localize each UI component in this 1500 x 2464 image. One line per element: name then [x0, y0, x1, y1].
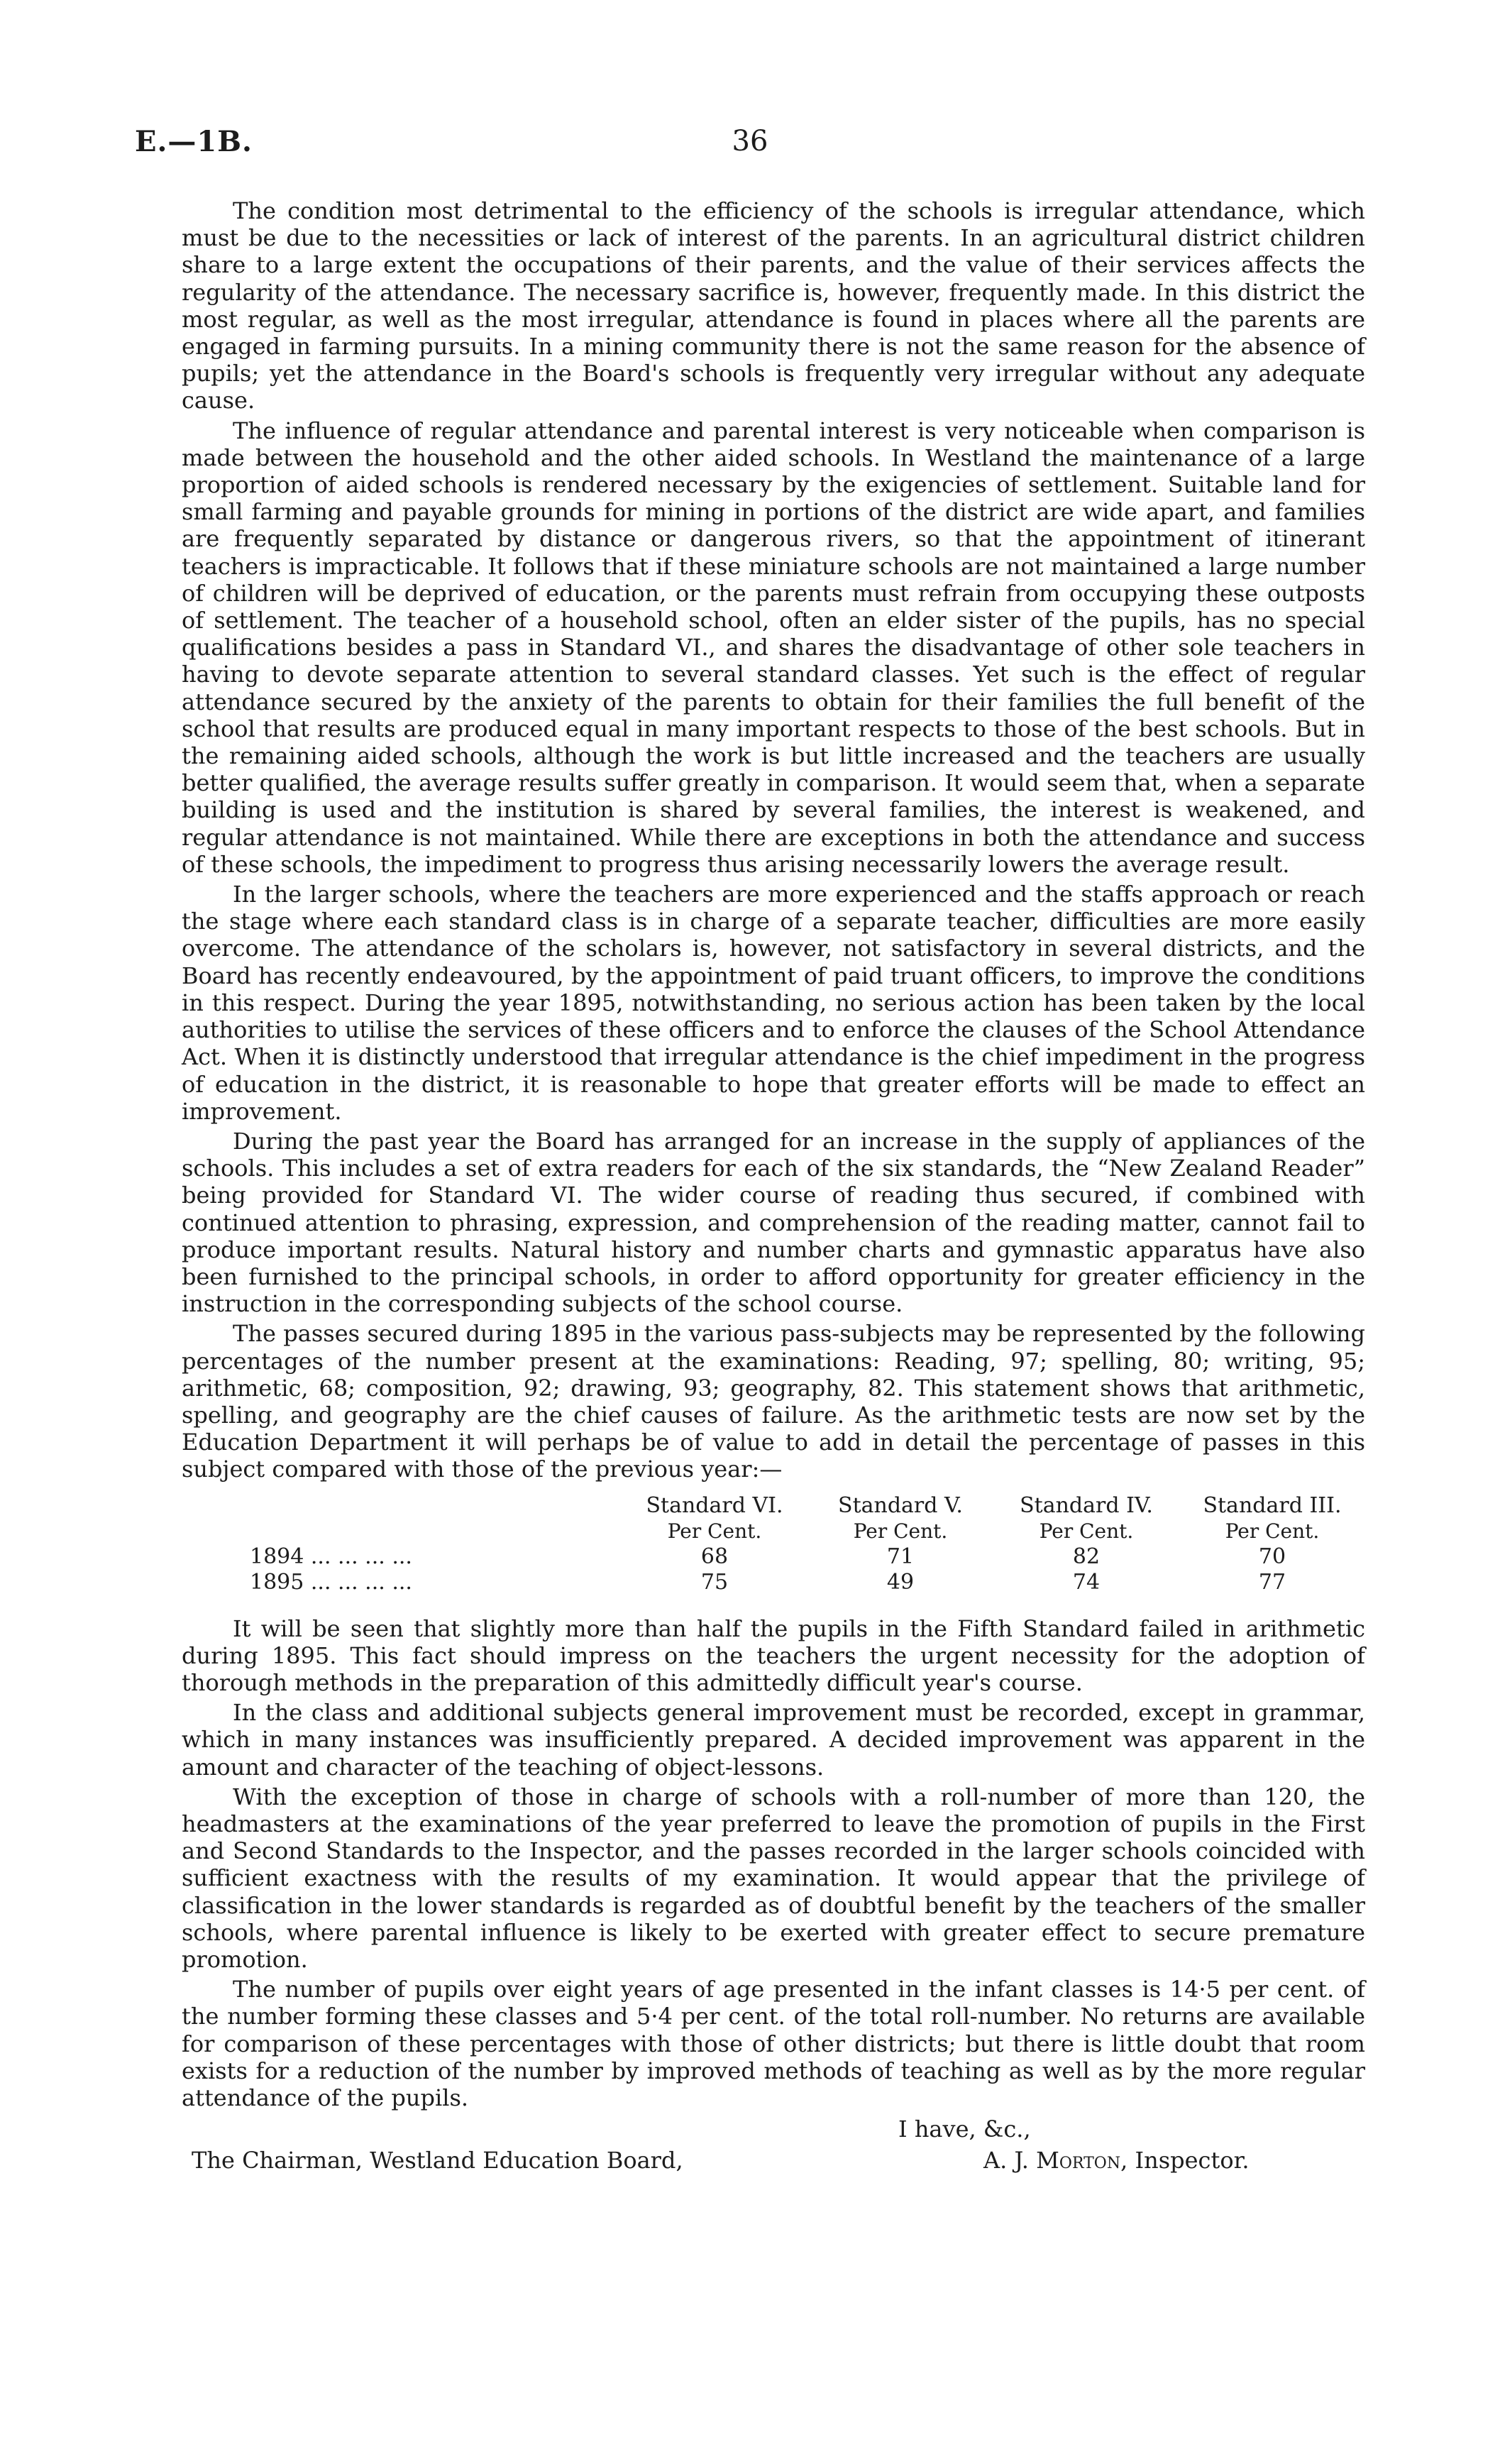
letter-closing: [182, 2116, 1365, 2201]
table-cell: 49: [886, 1569, 915, 1595]
signer-title: , Inspector.: [1120, 2147, 1250, 2174]
table-header-row: [182, 1493, 1365, 1544]
table-row: [182, 1544, 1365, 1570]
table-cell: 82: [1072, 1544, 1101, 1569]
table-row: [182, 1570, 1365, 1595]
paragraph-household-schools: The influence of regular attendance and parental interest is very noticeable when comparison is made between the household and the other aided schools. In Westland the maintenance of a large proportion of aided schools is rendered necessary by the exigencies of settlement. Suitable land for small farming and payable grounds for mining in portions of the district are wide apart, and families are frequently separated by distance or dangerous rivers, so that the appointment of itinerant teachers is impracticable. It follows that if these miniature schools are not maintained a large number of children will be deprived of education, or the parents must refrain from occupying these outposts of settlement. The teacher of a household school, often an elder sister of the pupils, has no special qualifications besides a pass in Standard VI., and shares the disadvantage of other sole teachers in having to devote separate attention to several standard classes. Yet such is the effect of regular attendance secured by the anxiety of the parents to obtain for their families the full benefit of the school that results are produced equal in many important respects to those of the best schools. But in the remaining aided schools, although the work is but little increased and the teachers are usually better qualified, the average results suffer greatly in comparison. It would seem that, when a separate building is used and the institution is shared by several families, the interest is weakened, and regular attendance is not maintained. While there are exceptions in both the attendance and success of these schools, the impediment to progress thus arising necessarily lowers the average result.: [182, 417, 1365, 878]
signer-initials: A. J.: [983, 2147, 1029, 2174]
addressee: The Chairman, Westland Education Board,: [192, 2147, 683, 2174]
column-unit: Per Cent.: [667, 1519, 762, 1543]
row-year: 1895 ... ... ... ...: [250, 1569, 412, 1595]
column-title: Standard III.: [1203, 1492, 1342, 1518]
table-corner: [182, 1493, 622, 1544]
table-cell: 77: [1258, 1569, 1286, 1595]
column-unit: Per Cent.: [853, 1519, 948, 1543]
signature: [983, 2147, 1250, 2174]
column-header: [1179, 1493, 1365, 1544]
paragraph-promotion: With the exception of those in charge of schools with a roll-number of more than 120, the headmasters at the examinations of the year preferred to leave the promotion of pupils in the First and Second Standards to the Inspector, and the passes recorded in the larger schools coincided with sufficient exactness with the results of my examination. It would appear that the privilege of classification in the lower standards is regarded as of doubtful benefit by the teachers of the smaller schools, where parental influence is likely to be exerted with greater effect to secure premature promotion.: [182, 1783, 1365, 1973]
paragraph-class-subjects: In the class and additional subjects general improvement must be recorded, except in grammar, which in many instances was insufficiently prepared. A decided improvement was apparent in the amount and character of the teaching of object-lessons.: [182, 1699, 1365, 1781]
paragraph-fifth-standard: It will be seen that slightly more than half the pupils in the Fifth Standard failed in arithmetic during 1895. This fact should impress on the teachers the urgent necessity for the adoption of thorough methods in the preparation of this admittedly difficult year's course.: [182, 1615, 1365, 1696]
column-title: Standard VI.: [646, 1492, 783, 1518]
table-cell: 75: [700, 1569, 729, 1595]
paragraph-appliances: During the past year the Board has arranged for an increase in the supply of appliances of the schools. This includes a set of extra readers for each of the six standards, the “New Zealand Reader” being provided for Standard VI. The wider course of reading thus secured, if combined with continued attention to phrasing, expression, and comprehension of the reading matter, cannot fail to produce important results. Natural history and number charts and gymnastic apparatus have also been furnished to the principal schools, in order to afford opportunity for greater efficiency in the instruction in the corresponding subjects of the school course.: [182, 1127, 1365, 1318]
paragraph-larger-schools: In the larger schools, where the teachers are more experienced and the staffs approach or reach the stage where each standard class is in charge of a separate teacher, difficulties are more easily overcome. The attendance of the scholars is, however, not satisfactory in several districts, and the Board has recently endeavoured, by the appointment of paid truant officers, to improve the conditions in this respect. During the year 1895, notwithstanding, no serious action has been taken by the local authorities to utilise the services of these officers and to enforce the clauses of the School Attendance Act. When it is distinctly understood that irregular attendance is the chief impediment in the progress of education in the district, it is reasonable to hope that greater efforts will be made to effect an improvement.: [182, 881, 1365, 1125]
table-cell: 74: [1072, 1569, 1101, 1595]
table-cell: 71: [886, 1544, 915, 1569]
signer-surname: Morton: [1036, 2147, 1121, 2174]
column-title: Standard IV.: [1020, 1492, 1153, 1518]
column-header: [807, 1493, 993, 1544]
table-cell: 68: [700, 1544, 729, 1569]
row-year: 1894 ... ... ... ...: [250, 1544, 412, 1569]
paragraph-infant-classes: The number of pupils over eight years of age presented in the infant classes is 14·5 per cent. of the number forming these classes and 5·4 per cent. of the total roll-number. No returns are available for comparison of these percentages with those of other districts; but there is little doubt that room exists for a reduction of the number by improved methods of teaching as well as by the more regular attendance of the pupils.: [182, 1976, 1365, 2111]
paragraph-pass-percentages: The passes secured during 1895 in the various pass-subjects may be represented by the following percentages of the number present at the examinations: Reading, 97; spelling, 80; writing, 95; arithmetic, 68; composition, 92; drawing, 93; geography, 82. This statement shows that arithmetic, spelling, and geography are the chief causes of failure. As the arithmetic tests are now set by the Education Department it will perhaps be of value to add in detail the percentage of passes in this subject compared with those of the previous year:—: [182, 1320, 1365, 1483]
page-header: [135, 125, 1365, 167]
column-title: Standard V.: [838, 1492, 963, 1518]
column-unit: Per Cent.: [1039, 1519, 1134, 1543]
salutation: I have, &c.,: [898, 2116, 1031, 2143]
page-number: 36: [732, 125, 768, 158]
series-code: E.—1B.: [135, 125, 253, 158]
column-header: [622, 1493, 807, 1544]
report-body: [182, 197, 1365, 2201]
table-cell: 70: [1258, 1544, 1286, 1569]
arithmetic-passes-table: [182, 1493, 1365, 1595]
paragraph-irregular-attendance: The condition most detrimental to the efficiency of the schools is irregular attendance, which must be due to the necessities or lack of interest of the parents. In an agricultural district children share to a large extent the occupations of their parents, and the value of their services affects the regularity of the attendance. The necessary sacrifice is, however, frequently made. In this district the most regular, as well as the most irregular, attendance is found in places where all the parents are engaged in farming pursuits. In a mining community there is not the same reason for the absence of pupils; yet the attendance in the Board's schools is frequently very irregular without any adequate cause.: [182, 197, 1365, 414]
column-unit: Per Cent.: [1225, 1519, 1320, 1543]
column-header: [993, 1493, 1179, 1544]
